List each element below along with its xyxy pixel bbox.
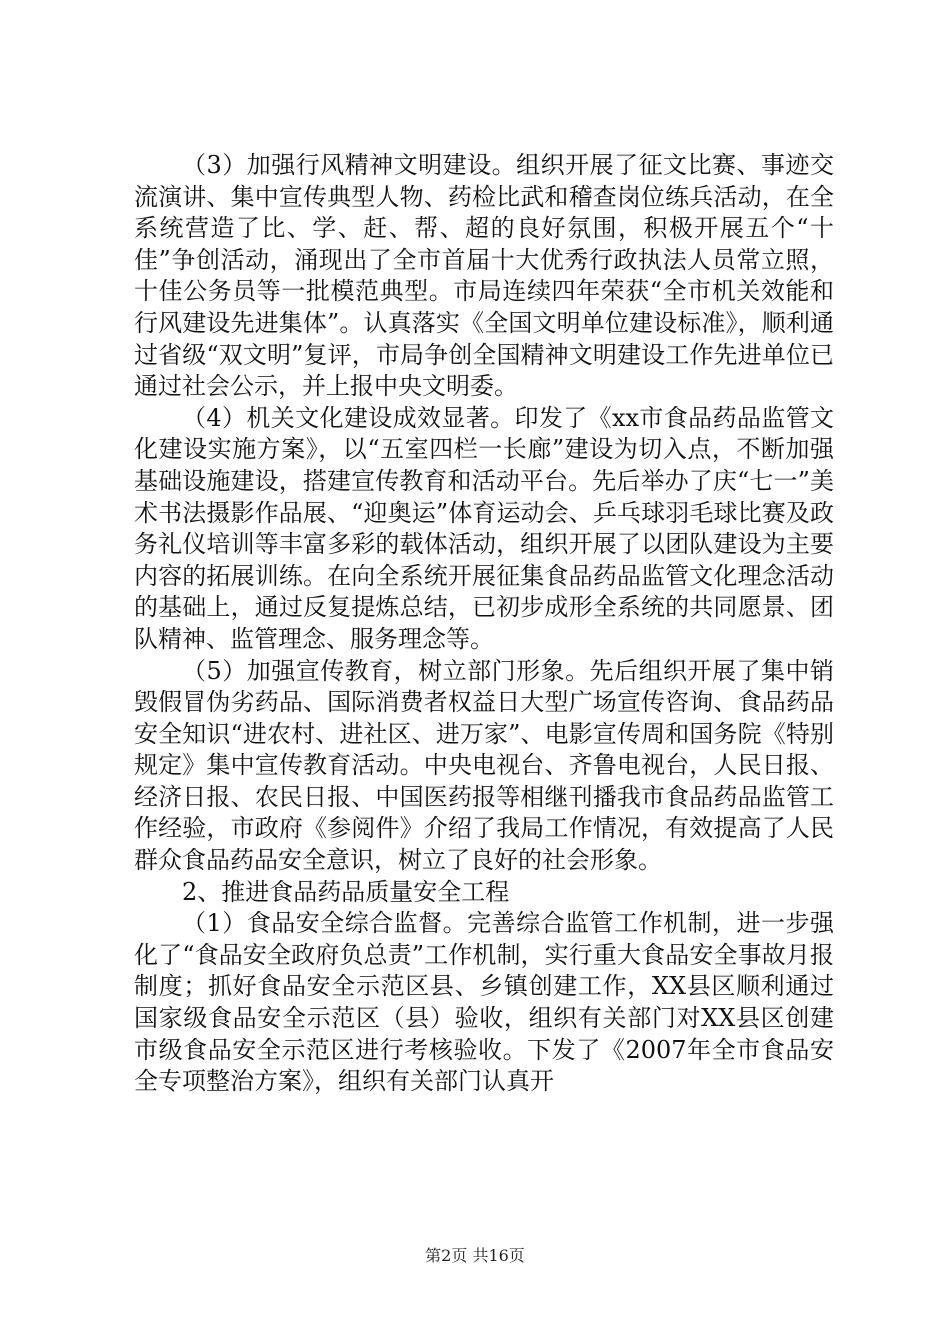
section-heading-quality-safety: 2、推进食品药品质量安全工程: [182, 877, 510, 906]
paragraph-4-office-culture: （4）机关文化建设成效显著。印发了《xx市食品药品监管文化建设实施方案》，以“五室四栏一长廊”建设为切入点，不断加强基础设施建设，搭建宣传教育和活动平台。先后举办了庆“七一”美术书法摄影作品展、“迎奥运”体育运动会、乒乓球羽毛球比赛及政务礼仪培训等丰富多彩的载体活动，组织开展了以团队建设为主要内容的拓展训练。在向全系统开展征集食品药品监管文化理念活动的基础上，通过反复提炼总结，已初步成形全系统的共同愿景、团队精神、监管理念、服务理念等。: [134, 403, 834, 653]
page-number-footer: 第2页 共16页: [425, 1246, 525, 1265]
document-body: [134, 150, 834, 1098]
paragraph-5-publicity-education: （5）加强宣传教育，树立部门形象。先后组织开展了集中销毁假冒伪劣药品、国际消费者权益日大型广场宣传咨询、食品药品安全知识“进农村、进社区、进万家”、电影宣传周和国务院《特别规定》集中宣传教育活动。中央电视台、齐鲁电视台，人民日报、经济日报、农民日报、中国医药报等相继刊播我市食品药品监管工作经验，市政府《参阅件》介绍了我局工作情况，有效提高了人民群众食品药品安全意识，树立了良好的社会形象。: [134, 656, 834, 875]
paragraph-3-conduct-civilization: （3）加强行风精神文明建设。组织开展了征文比赛、事迹交流演讲、集中宣传典型人物、药检比武和稽查岗位练兵活动，在全系统营造了比、学、赶、帮、超的良好氛围，积极开展五个“十佳”争创活动，涌现出了全市首届十大优秀行政执法人员常立照，十佳公务员等一批模范典型。市局连续四年荣获“全市机关效能和行风建设先进集体”。认真落实《全国文明单位建设标准》，顺利通过省级“双文明”复评，市局争创全国精神文明建设工作先进单位已通过社会公示，并上报中央文明委。: [134, 151, 834, 401]
paragraph-1-food-safety-supervision: （1）食品安全综合监督。完善综合监管工作机制，进一步强化了“食品安全政府负总责”工作机制，实行重大食品安全事故月报制度；抓好食品安全示范区县、乡镇创建工作，XX县区顺利通过国家级食品安全示范区（县）验收，组织有关部门对XX县区创建市级食品安全示范区进行考核验收。下发了《2007年全市食品安全专项整治方案》，组织有关部门认真开: [134, 909, 834, 1096]
